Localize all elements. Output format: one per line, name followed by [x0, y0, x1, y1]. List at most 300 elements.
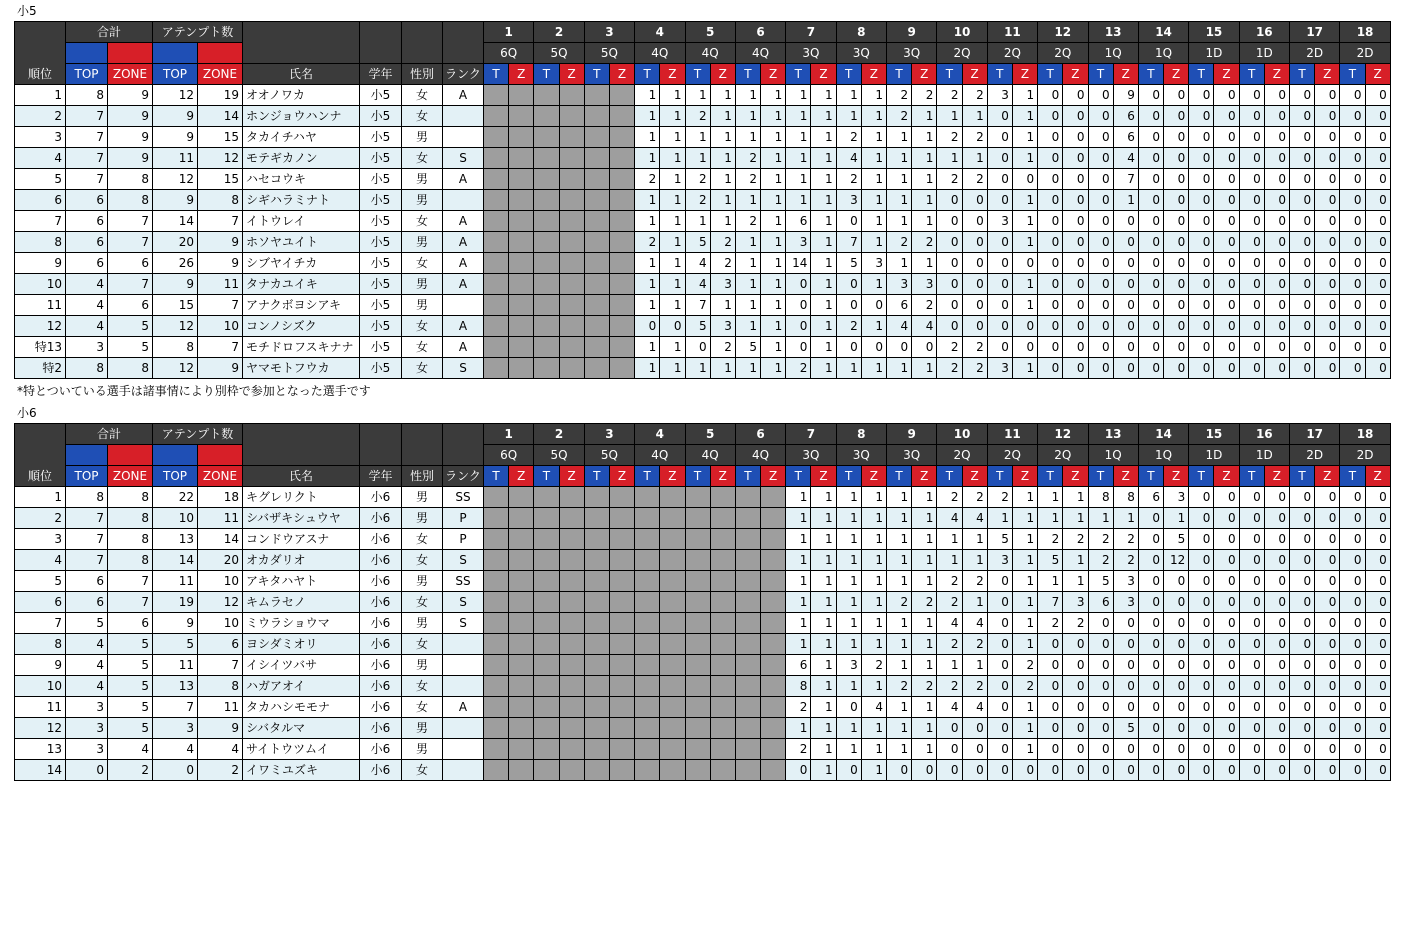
score-cell: 1	[912, 718, 937, 739]
score-cell: 1	[861, 169, 886, 190]
level-cell: A	[443, 697, 484, 718]
score-cell: 0	[1088, 760, 1113, 781]
empty-score-cell	[584, 550, 609, 571]
score-cell: 4	[937, 613, 962, 634]
zone-attempts-cell: 4	[198, 739, 243, 760]
score-cell: 0	[1038, 739, 1063, 760]
empty-score-cell	[609, 571, 634, 592]
empty-score-cell	[484, 169, 509, 190]
score-cell: 0	[1038, 697, 1063, 718]
empty-score-cell	[584, 211, 609, 232]
score-cell: 1	[1012, 106, 1037, 127]
empty-score-cell	[609, 316, 634, 337]
score-cell: 4	[962, 613, 987, 634]
score-cell: 0	[1315, 127, 1340, 148]
score-cell: 0	[1340, 127, 1365, 148]
score-cell: 0	[836, 697, 861, 718]
empty-score-cell	[584, 274, 609, 295]
empty-score-cell	[509, 190, 534, 211]
empty-score-cell	[735, 655, 760, 676]
empty-score-cell	[534, 358, 559, 379]
score-cell: 2	[1063, 529, 1088, 550]
header-problem-grade: 1D	[1189, 445, 1239, 466]
score-cell: 0	[1038, 190, 1063, 211]
header-top-color	[153, 43, 198, 64]
score-cell: 3	[887, 274, 912, 295]
score-cell: 0	[1264, 697, 1289, 718]
score-cell: 0	[1113, 697, 1138, 718]
name-cell: イトウレイ	[243, 211, 360, 232]
top-total-cell: 8	[66, 85, 108, 106]
zone-total-cell: 9	[108, 148, 153, 169]
header-problem-grade: 2Q	[1038, 43, 1088, 64]
name-cell: ハガアオイ	[243, 676, 360, 697]
score-cell: 1	[836, 676, 861, 697]
score-cell: 4	[937, 697, 962, 718]
score-cell: 1	[710, 148, 735, 169]
score-cell: 0	[1315, 316, 1340, 337]
header-problem-grade: 5Q	[534, 43, 584, 64]
score-cell: 1	[735, 106, 760, 127]
rank-cell: 8	[15, 232, 66, 253]
score-cell: 1	[710, 211, 735, 232]
score-cell: 1	[1012, 529, 1037, 550]
grade-cell: 小6	[360, 487, 402, 508]
score-cell: 0	[1264, 550, 1289, 571]
score-cell: 1	[735, 232, 760, 253]
empty-score-cell	[761, 613, 786, 634]
header-blank	[360, 424, 402, 466]
score-cell: 0	[1189, 169, 1214, 190]
score-cell: 0	[1290, 508, 1315, 529]
empty-score-cell	[584, 529, 609, 550]
score-cell: 0	[1138, 760, 1163, 781]
score-cell: 0	[1189, 295, 1214, 316]
header-problem-number: 2	[534, 22, 584, 43]
score-cell: 0	[1315, 211, 1340, 232]
empty-score-cell	[584, 508, 609, 529]
level-cell: S	[443, 148, 484, 169]
header-t: T	[685, 466, 710, 487]
score-cell: 1	[761, 127, 786, 148]
empty-score-cell	[635, 592, 660, 613]
score-cell: 2	[1012, 676, 1037, 697]
score-cell: 1	[1063, 550, 1088, 571]
score-cell: 0	[1239, 169, 1264, 190]
empty-score-cell	[635, 508, 660, 529]
score-cell: 1	[1012, 211, 1037, 232]
score-cell: 0	[1365, 274, 1390, 295]
score-cell: 0	[1113, 253, 1138, 274]
zone-total-cell: 6	[108, 253, 153, 274]
score-cell: 1	[1012, 571, 1037, 592]
empty-score-cell	[685, 550, 710, 571]
table-row	[15, 739, 1391, 760]
score-cell: 1	[761, 169, 786, 190]
score-cell: 1	[761, 253, 786, 274]
header-z: Z	[761, 466, 786, 487]
empty-score-cell	[635, 487, 660, 508]
score-cell: 0	[1264, 127, 1289, 148]
score-cell: 0	[1214, 316, 1239, 337]
header-sum: 合計	[66, 424, 153, 445]
top-attempts-cell: 7	[153, 697, 198, 718]
top-attempts-cell: 5	[153, 634, 198, 655]
empty-score-cell	[559, 718, 584, 739]
score-cell: 0	[1138, 211, 1163, 232]
empty-score-cell	[559, 529, 584, 550]
score-cell: 1	[1012, 190, 1037, 211]
score-cell: 0	[1365, 739, 1390, 760]
score-cell: 0	[1264, 211, 1289, 232]
header-t: T	[937, 466, 962, 487]
empty-score-cell	[484, 85, 509, 106]
score-cell: 0	[1038, 274, 1063, 295]
score-cell: 0	[1264, 274, 1289, 295]
score-cell: 0	[1063, 127, 1088, 148]
score-cell: 0	[1365, 85, 1390, 106]
header-problem-number: 6	[735, 424, 785, 445]
empty-score-cell	[609, 718, 634, 739]
top-attempts-cell: 11	[153, 148, 198, 169]
empty-score-cell	[584, 316, 609, 337]
score-cell: 0	[1063, 169, 1088, 190]
score-cell: 1	[861, 676, 886, 697]
empty-score-cell	[660, 739, 685, 760]
header-z: Z	[1164, 64, 1189, 85]
score-cell: 1	[1012, 358, 1037, 379]
top-attempts-cell: 12	[153, 358, 198, 379]
empty-score-cell	[685, 529, 710, 550]
level-cell: P	[443, 508, 484, 529]
empty-score-cell	[584, 613, 609, 634]
empty-score-cell	[484, 127, 509, 148]
sex-cell: 女	[402, 358, 443, 379]
score-cell: 3	[1113, 592, 1138, 613]
score-cell: 2	[887, 85, 912, 106]
score-cell: 0	[1239, 127, 1264, 148]
score-cell: 0	[1113, 211, 1138, 232]
score-cell: 1	[710, 127, 735, 148]
table-row	[15, 697, 1391, 718]
rank-cell: 6	[15, 592, 66, 613]
header-blank	[402, 424, 443, 466]
score-cell: 1	[887, 508, 912, 529]
empty-score-cell	[534, 718, 559, 739]
score-cell: 0	[987, 106, 1012, 127]
score-cell: 2	[1063, 613, 1088, 634]
level-cell: SS	[443, 571, 484, 592]
empty-score-cell	[584, 739, 609, 760]
score-cell: 1	[836, 550, 861, 571]
score-cell: 0	[1038, 127, 1063, 148]
score-cell: 0	[1214, 634, 1239, 655]
score-cell: 1	[861, 571, 886, 592]
rank-cell: 7	[15, 211, 66, 232]
empty-score-cell	[534, 592, 559, 613]
score-cell: 1	[710, 190, 735, 211]
score-cell: 0	[1088, 274, 1113, 295]
empty-score-cell	[509, 592, 534, 613]
score-cell: 0	[1214, 718, 1239, 739]
rank-cell: 4	[15, 550, 66, 571]
score-cell: 0	[1365, 760, 1390, 781]
score-cell: 2	[937, 592, 962, 613]
empty-score-cell	[559, 634, 584, 655]
top-total-cell: 3	[66, 337, 108, 358]
empty-score-cell	[609, 760, 634, 781]
empty-score-cell	[559, 655, 584, 676]
table-row	[15, 571, 1391, 592]
empty-score-cell	[509, 232, 534, 253]
score-cell: 0	[987, 127, 1012, 148]
score-cell: 0	[836, 211, 861, 232]
score-cell: 0	[1239, 550, 1264, 571]
name-cell: ヨシダミオリ	[243, 634, 360, 655]
top-attempts-cell: 9	[153, 613, 198, 634]
score-cell: 0	[1365, 592, 1390, 613]
header-problem-grade: 4Q	[635, 43, 685, 64]
name-cell: キグレリクト	[243, 487, 360, 508]
empty-score-cell	[584, 718, 609, 739]
empty-score-cell	[559, 592, 584, 613]
table-row	[15, 190, 1391, 211]
score-cell: 0	[987, 169, 1012, 190]
score-cell: 1	[786, 634, 811, 655]
score-cell: 1	[836, 358, 861, 379]
header-problem-grade: 4Q	[735, 445, 785, 466]
header-problem-number: 6	[735, 22, 785, 43]
score-cell: 1	[937, 529, 962, 550]
score-cell: 0	[1214, 529, 1239, 550]
score-cell: 2	[685, 190, 710, 211]
score-cell: 0	[1315, 337, 1340, 358]
empty-score-cell	[484, 487, 509, 508]
score-cell: 0	[1063, 211, 1088, 232]
score-cell: 6	[1138, 487, 1163, 508]
level-cell: S	[443, 358, 484, 379]
score-cell: 2	[937, 487, 962, 508]
header-t: T	[1340, 64, 1365, 85]
score-cell: 1	[836, 718, 861, 739]
score-cell: 1	[861, 550, 886, 571]
score-cell: 0	[1214, 274, 1239, 295]
score-cell: 0	[1164, 106, 1189, 127]
header-problem-number: 1	[484, 424, 534, 445]
score-cell: 0	[1063, 718, 1088, 739]
header-t: T	[836, 64, 861, 85]
score-cell: 1	[861, 232, 886, 253]
empty-score-cell	[534, 550, 559, 571]
rank-cell: 12	[15, 316, 66, 337]
score-cell: 1	[887, 487, 912, 508]
score-cell: 0	[1164, 634, 1189, 655]
empty-score-cell	[660, 529, 685, 550]
table-row	[15, 592, 1391, 613]
top-total-cell: 6	[66, 592, 108, 613]
score-cell: 0	[937, 718, 962, 739]
header-sum: 合計	[66, 22, 153, 43]
header-level: ランク	[443, 466, 484, 487]
score-cell: 2	[735, 148, 760, 169]
top-total-cell: 7	[66, 148, 108, 169]
score-cell: 2	[1088, 529, 1113, 550]
score-cell: 0	[1063, 232, 1088, 253]
header-top: TOP	[153, 466, 198, 487]
score-cell: 0	[1138, 253, 1163, 274]
header-blank	[443, 22, 484, 64]
name-cell: モテギカノン	[243, 148, 360, 169]
score-cell: 0	[1138, 358, 1163, 379]
sex-cell: 男	[402, 274, 443, 295]
table-row	[15, 529, 1391, 550]
score-cell: 0	[1239, 316, 1264, 337]
score-cell: 0	[1189, 487, 1214, 508]
name-cell: オオノワカ	[243, 85, 360, 106]
score-cell: 1	[912, 211, 937, 232]
empty-score-cell	[635, 613, 660, 634]
score-cell: 1	[786, 508, 811, 529]
score-cell: 0	[1290, 232, 1315, 253]
rank-cell: 10	[15, 274, 66, 295]
empty-score-cell	[484, 739, 509, 760]
section-label-g5: 小5	[17, 4, 37, 18]
score-cell: 0	[1315, 274, 1340, 295]
sex-cell: 女	[402, 106, 443, 127]
score-cell: 0	[1189, 358, 1214, 379]
empty-score-cell	[609, 592, 634, 613]
score-cell: 0	[685, 337, 710, 358]
score-cell: 1	[1063, 487, 1088, 508]
empty-score-cell	[660, 697, 685, 718]
empty-score-cell	[660, 760, 685, 781]
score-cell: 0	[1138, 676, 1163, 697]
score-cell: 0	[1038, 718, 1063, 739]
score-cell: 8	[1113, 487, 1138, 508]
score-cell: 0	[1164, 358, 1189, 379]
empty-score-cell	[710, 634, 735, 655]
score-cell: 0	[1290, 337, 1315, 358]
empty-score-cell	[509, 337, 534, 358]
score-cell: 1	[912, 697, 937, 718]
score-cell: 0	[1239, 358, 1264, 379]
score-cell: 1	[660, 127, 685, 148]
score-cell: 1	[887, 529, 912, 550]
rank-cell: 2	[15, 508, 66, 529]
score-cell: 1	[735, 316, 760, 337]
header-sex: 性別	[402, 64, 443, 85]
top-total-cell: 0	[66, 760, 108, 781]
empty-score-cell	[534, 295, 559, 316]
score-cell: 3	[710, 274, 735, 295]
score-cell: 1	[912, 358, 937, 379]
empty-score-cell	[509, 634, 534, 655]
sex-cell: 男	[402, 232, 443, 253]
score-cell: 0	[1264, 85, 1289, 106]
empty-score-cell	[685, 760, 710, 781]
empty-score-cell	[735, 739, 760, 760]
score-cell: 0	[1038, 295, 1063, 316]
score-cell: 0	[1340, 274, 1365, 295]
empty-score-cell	[484, 550, 509, 571]
header-problem-grade: 1Q	[1088, 43, 1138, 64]
score-cell: 0	[1290, 169, 1315, 190]
zone-attempts-cell: 12	[198, 592, 243, 613]
score-cell: 0	[1315, 739, 1340, 760]
top-attempts-cell: 11	[153, 655, 198, 676]
empty-score-cell	[509, 739, 534, 760]
top-attempts-cell: 12	[153, 316, 198, 337]
level-cell	[443, 718, 484, 739]
header-t: T	[1189, 64, 1214, 85]
grade-cell: 小5	[360, 253, 402, 274]
empty-score-cell	[484, 760, 509, 781]
empty-score-cell	[609, 358, 634, 379]
header-problem-number: 9	[887, 424, 937, 445]
level-cell: S	[443, 613, 484, 634]
zone-attempts-cell: 7	[198, 655, 243, 676]
zone-total-cell: 8	[108, 190, 153, 211]
zone-attempts-cell: 10	[198, 613, 243, 634]
empty-score-cell	[609, 613, 634, 634]
score-cell: 0	[1189, 337, 1214, 358]
empty-score-cell	[609, 106, 634, 127]
score-cell: 0	[1189, 274, 1214, 295]
header-z: Z	[1365, 466, 1390, 487]
score-cell: 1	[685, 358, 710, 379]
zone-attempts-cell: 18	[198, 487, 243, 508]
score-cell: 1	[786, 148, 811, 169]
score-cell: 0	[1063, 697, 1088, 718]
score-cell: 4	[861, 697, 886, 718]
score-cell: 4	[937, 508, 962, 529]
empty-score-cell	[484, 613, 509, 634]
score-cell: 1	[735, 358, 760, 379]
score-cell: 0	[987, 337, 1012, 358]
score-cell: 2	[937, 169, 962, 190]
grade-cell: 小5	[360, 85, 402, 106]
zone-total-cell: 5	[108, 718, 153, 739]
top-total-cell: 6	[66, 211, 108, 232]
score-cell: 0	[1315, 190, 1340, 211]
zone-attempts-cell: 2	[198, 760, 243, 781]
empty-score-cell	[484, 358, 509, 379]
score-cell: 0	[1138, 148, 1163, 169]
header-t: T	[534, 64, 559, 85]
score-cell: 1	[861, 529, 886, 550]
score-cell: 0	[1214, 211, 1239, 232]
score-cell: 2	[962, 127, 987, 148]
header-t: T	[937, 64, 962, 85]
score-cell: 0	[1264, 295, 1289, 316]
score-cell: 1	[735, 274, 760, 295]
score-cell: 0	[1164, 571, 1189, 592]
header-problem-number: 11	[987, 424, 1037, 445]
score-cell: 7	[1038, 592, 1063, 613]
score-cell: 0	[912, 337, 937, 358]
empty-score-cell	[484, 529, 509, 550]
empty-score-cell	[635, 634, 660, 655]
header-problem-number: 5	[685, 22, 735, 43]
score-cell: 1	[1012, 487, 1037, 508]
empty-score-cell	[685, 634, 710, 655]
score-cell: 1	[735, 253, 760, 274]
empty-score-cell	[660, 550, 685, 571]
score-cell: 0	[1340, 316, 1365, 337]
empty-score-cell	[635, 655, 660, 676]
score-cell: 0	[1340, 592, 1365, 613]
score-cell: 0	[1088, 190, 1113, 211]
